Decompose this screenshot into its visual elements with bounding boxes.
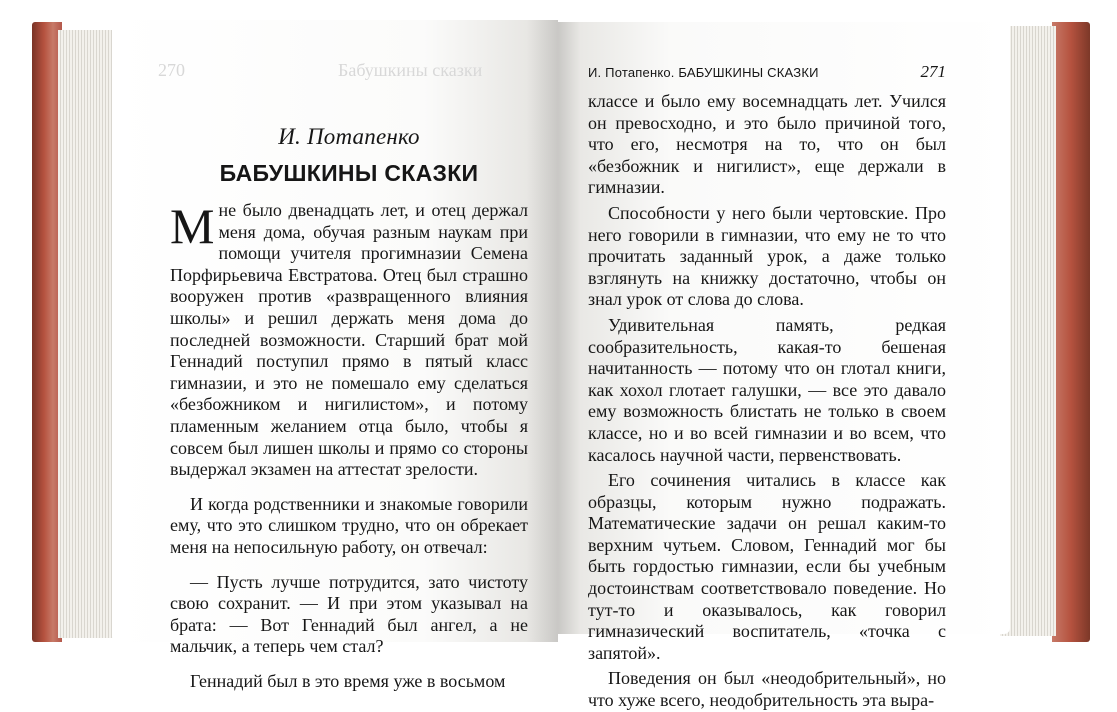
right-page-text	[588, 62, 946, 712]
left-page-text	[170, 100, 528, 692]
ghost-page-number: 270	[158, 60, 185, 80]
paragraph: Его сочинения читались в классе как образцы, которым нужно подражать. Математические задачи он решал каким-то верхним чутьем. Словом, Геннадий мог бы быть гордостью гимназии, если бы учебным достоинствам соответствовало поведение. Но тут-то и оказывалось, как говорил гимназический воспитатель, «точка с запятой».	[588, 470, 946, 663]
running-head-title: И. Потапенко. БАБУШКИНЫ СКАЗКИ	[588, 65, 819, 80]
page-number: 271	[920, 62, 946, 81]
drop-cap: М	[170, 198, 215, 254]
show-through-text	[158, 60, 482, 81]
paragraph: — Пусть лучше потрудится, зато чистоту свою сохранит. — И при этом указывал на брата: — Вот Геннадий был ангел, а не мальчик, а теперь чем стал?	[170, 571, 528, 657]
story-author: И. Потапенко	[278, 124, 420, 149]
book-cover-right	[1052, 22, 1090, 642]
ghost-running-head: Бабушкины сказки	[338, 60, 483, 80]
paragraph: классе и было ему восемнадцать лет. Учился он превосходно, и это было причиной того, что его, несмотря на то, что он был «безбожник и нигилист», еще держали в гимназии.	[588, 91, 946, 198]
running-header	[588, 62, 946, 82]
story-title: БАБУШКИНЫ СКАЗКИ	[219, 160, 479, 186]
paragraph: И когда родственники и знакомые говорили ему, что это слишком трудно, что он обрекает меня на непосильную работу, он отвечал:	[170, 493, 528, 557]
paragraph: Удивительная память, редкая сообразительность, какая-то бешеная начитанность — потому что он глотал книги, как хохол глотает галушки, — все это давало ему возможность блистать не только в своем классе, но и во всей гимназии и во всем, что касалось научной части, первенствовать.	[588, 314, 946, 465]
paragraph: Способности у него были чертовские. Про него говорили в гимназии, что ему не то что прочитать заданный урок, а даже только взглянуть на книжку достаточно, чтобы он знал урок от слова до слова.	[588, 202, 946, 310]
page-edges-left	[58, 30, 118, 638]
paragraph	[170, 200, 528, 481]
paragraph: Поведения он был «неодобрительный», но что хуже всего, неодобрительность эта выра-	[588, 668, 946, 711]
paragraph-text: не было двенадцать лет, и отец держал меня дома, обучая разным наукам при помощи учителя прогимназии Семена Порфирьевича Евстратова. Отец был страшно вооружен против «развращенного влияния школы» и решил держать меня дома до последней возможности. Старший брат мой Геннадий поступил прямо в пятый класс гимназии, и это не помешало ему сделаться «безбожником и нигилистом», и потому пламенным желанием отца было, чтобы я совсем был лишен школы и прямо со стороны выдержал экзамен на аттестат зрелости.	[170, 200, 528, 480]
paragraph: Геннадий был в это время уже в восьмом	[190, 670, 506, 691]
